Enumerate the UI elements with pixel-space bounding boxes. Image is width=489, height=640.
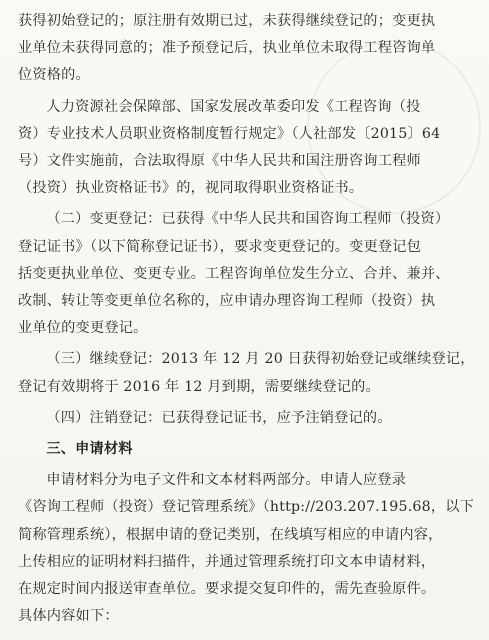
text-line: 上传相应的证明材料扫描件，并通过管理系统打印文本申请材料， <box>18 553 436 570</box>
document-body <box>18 8 476 634</box>
section-title: 三、申请材料 <box>46 441 133 458</box>
text-line: 在规定时间内报送审查单位。要求提交复印件的，需先查验原件。 <box>18 581 436 598</box>
text-line: 号）文件实施前，合法取得原《中华人民共和国注册咨询工程师 <box>18 153 421 170</box>
text-line: 资）专业技术人员职业资格制度暂行规定》（人社部发〔2015〕64 <box>18 125 441 142</box>
paragraph-6 <box>18 467 476 630</box>
text-line: 位资格的。 <box>18 67 90 84</box>
text-line: 简称管理系统），根据申请的登记类别，在线填写相应的申请内容， <box>18 526 443 543</box>
text-line: 具体内容如下： <box>18 608 119 625</box>
text-line: 业单位的变更登记。 <box>18 320 148 337</box>
section-heading <box>18 436 476 463</box>
text-line: 人力资源社会保障部、国家发展改革委印发《工程咨询（投 <box>46 98 421 115</box>
text-line: 登记有效期将于 2016 年 12 月到期，需要继续登记的。 <box>18 378 380 395</box>
text-line: 改制、转让等变更单位名称的，应申请办理咨询工程师（投资）执 <box>18 293 436 310</box>
text-line: （投资）执业资格证书》的，视同取得职业资格证书。 <box>18 180 364 197</box>
text-line: 括变更执业单位、变更专业。工程咨询单位发生分立、合并、兼并、 <box>18 265 450 282</box>
paragraph-5 <box>18 405 476 432</box>
text-line: （四）注销登记：已获得登记证书，应予注销登记的。 <box>46 409 392 426</box>
paragraph-3 <box>18 206 476 342</box>
text-line: 获得初始登记的；原注册有效期已过，未获得继续登记的；变更执 <box>18 13 436 29</box>
text-line: 《咨询工程师（投资）登记管理系统》（http://203.207.195.68，以下 <box>18 499 475 516</box>
text-line: 申请材料分为电子文件和文本材料两部分。申请人应登录 <box>46 472 407 489</box>
paragraph-1 <box>18 8 476 90</box>
text-line: （三）继续登记：2013 年 12 月 20 日获得初始登记或继续登记， <box>46 351 475 368</box>
text-line: 登记证书》（以下简称登记证书），要求变更登记的。变更登记包 <box>18 238 422 255</box>
text-line: （二）变更登记：已获得《中华人民共和国咨询工程师（投资） <box>46 211 450 228</box>
paragraph-2 <box>18 94 476 203</box>
paragraph-4 <box>18 346 476 400</box>
text-line: 业单位未获得同意的；准予预登记后，执业单位未取得工程咨询单 <box>18 40 436 57</box>
